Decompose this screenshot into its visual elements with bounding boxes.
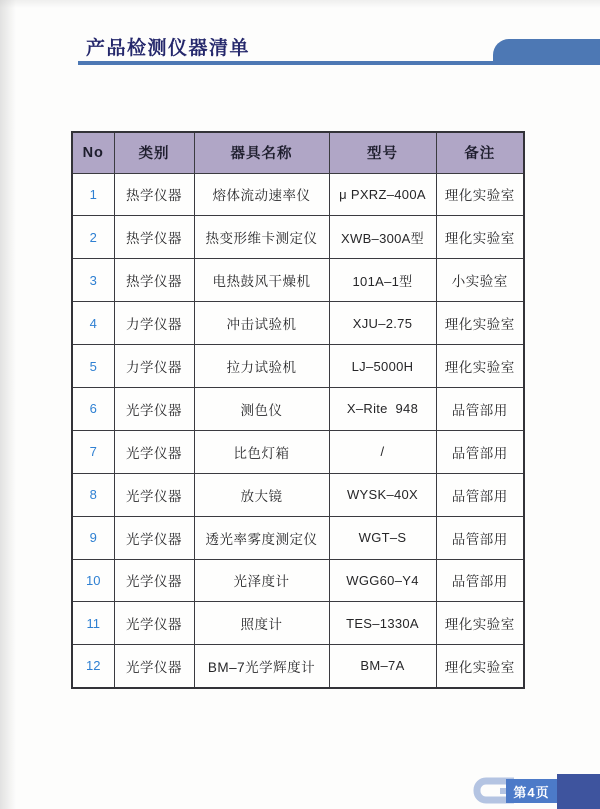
scan-edge-left bbox=[0, 0, 16, 809]
cell-name: 比色灯箱 bbox=[194, 430, 329, 473]
cell-category: 热学仪器 bbox=[114, 173, 194, 216]
cell-model: XJU–2.75 bbox=[329, 302, 436, 345]
table-row bbox=[72, 516, 524, 559]
cell-no: 1 bbox=[72, 173, 114, 216]
column-header-1: 类别 bbox=[114, 132, 194, 173]
cell-category: 光学仪器 bbox=[114, 559, 194, 602]
cell-name: 拉力试验机 bbox=[194, 345, 329, 388]
scan-edge-top bbox=[0, 0, 600, 8]
cell-remark: 小实验室 bbox=[436, 259, 524, 302]
cell-model: LJ–5000H bbox=[329, 345, 436, 388]
cell-name: 测色仪 bbox=[194, 387, 329, 430]
cell-remark: 理化实验室 bbox=[436, 173, 524, 216]
cell-no: 9 bbox=[72, 516, 114, 559]
cell-name: 照度计 bbox=[194, 602, 329, 645]
cell-model: WYSK–40X bbox=[329, 473, 436, 516]
table-row bbox=[72, 602, 524, 645]
cell-no: 11 bbox=[72, 602, 114, 645]
table-body bbox=[72, 173, 524, 688]
cell-no: 3 bbox=[72, 259, 114, 302]
cell-name: 冲击试验机 bbox=[194, 302, 329, 345]
page-title: 产品检测仪器清单 bbox=[86, 38, 251, 59]
cell-name: BM–7光学辉度计 bbox=[194, 645, 329, 688]
cell-model: WGG60–Y4 bbox=[329, 559, 436, 602]
table-row bbox=[72, 387, 524, 430]
cell-name: 熔体流动速率仪 bbox=[194, 173, 329, 216]
table-row bbox=[72, 173, 524, 216]
cell-model: / bbox=[329, 430, 436, 473]
cell-category: 热学仪器 bbox=[114, 216, 194, 259]
cell-name: 热变形维卡测定仪 bbox=[194, 216, 329, 259]
cell-no: 6 bbox=[72, 387, 114, 430]
table-row bbox=[72, 345, 524, 388]
cell-category: 光学仪器 bbox=[114, 430, 194, 473]
cell-category: 热学仪器 bbox=[114, 259, 194, 302]
table-row bbox=[72, 302, 524, 345]
cell-category: 光学仪器 bbox=[114, 516, 194, 559]
cell-model: XWB–300A型 bbox=[329, 216, 436, 259]
table-row bbox=[72, 473, 524, 516]
cell-no: 10 bbox=[72, 559, 114, 602]
cell-category: 光学仪器 bbox=[114, 387, 194, 430]
table-header-row bbox=[72, 132, 524, 173]
instrument-table bbox=[71, 131, 525, 689]
cell-remark: 品管部用 bbox=[436, 473, 524, 516]
cell-model: WGT–S bbox=[329, 516, 436, 559]
cell-remark: 理化实验室 bbox=[436, 602, 524, 645]
column-header-4: 备注 bbox=[436, 132, 524, 173]
cell-remark: 品管部用 bbox=[436, 430, 524, 473]
cell-category: 光学仪器 bbox=[114, 473, 194, 516]
column-header-3: 型号 bbox=[329, 132, 436, 173]
cell-no: 5 bbox=[72, 345, 114, 388]
table-row bbox=[72, 559, 524, 602]
table-row bbox=[72, 259, 524, 302]
cell-no: 7 bbox=[72, 430, 114, 473]
cell-remark: 理化实验室 bbox=[436, 216, 524, 259]
column-header-0: No bbox=[72, 132, 114, 173]
cell-name: 光泽度计 bbox=[194, 559, 329, 602]
cell-remark: 理化实验室 bbox=[436, 645, 524, 688]
cell-model: TES–1330A bbox=[329, 602, 436, 645]
cell-model: BM–7A bbox=[329, 645, 436, 688]
cell-model: X–Rite 948 bbox=[329, 387, 436, 430]
cell-remark: 理化实验室 bbox=[436, 302, 524, 345]
table-row bbox=[72, 430, 524, 473]
cell-category: 力学仪器 bbox=[114, 345, 194, 388]
cell-name: 电热鼓风干燥机 bbox=[194, 259, 329, 302]
cell-remark: 品管部用 bbox=[436, 516, 524, 559]
cell-model: μ PXRZ–400A bbox=[329, 173, 436, 216]
footer-corner-decoration bbox=[557, 774, 600, 809]
cell-remark: 品管部用 bbox=[436, 559, 524, 602]
cell-no: 4 bbox=[72, 302, 114, 345]
cell-category: 光学仪器 bbox=[114, 645, 194, 688]
table-row bbox=[72, 216, 524, 259]
cell-no: 2 bbox=[72, 216, 114, 259]
cell-model: 101A–1型 bbox=[329, 259, 436, 302]
page-number-badge: 第4页 bbox=[506, 779, 557, 803]
column-header-2: 器具名称 bbox=[194, 132, 329, 173]
cell-no: 12 bbox=[72, 645, 114, 688]
header-corner-decoration bbox=[493, 39, 600, 65]
cell-category: 力学仪器 bbox=[114, 302, 194, 345]
cell-name: 放大镜 bbox=[194, 473, 329, 516]
cell-name: 透光率雾度测定仪 bbox=[194, 516, 329, 559]
cell-no: 8 bbox=[72, 473, 114, 516]
cell-remark: 品管部用 bbox=[436, 387, 524, 430]
cell-category: 光学仪器 bbox=[114, 602, 194, 645]
cell-remark: 理化实验室 bbox=[436, 345, 524, 388]
table-row bbox=[72, 645, 524, 688]
